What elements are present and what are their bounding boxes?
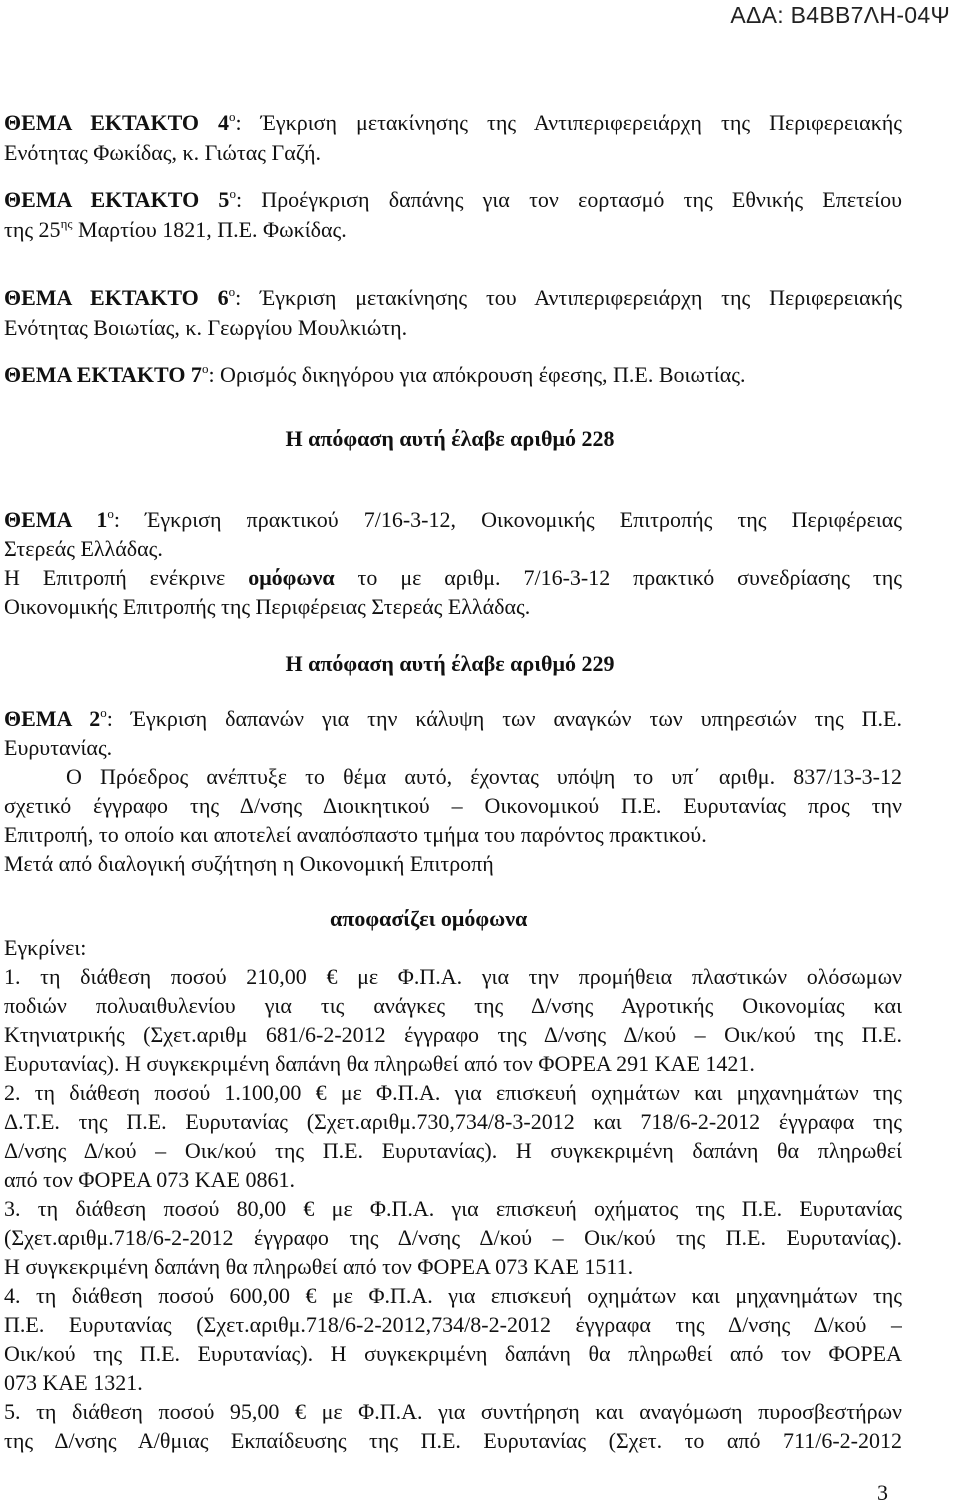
item-e7-label: ΘΕΜΑ ΕΚΤΑΚΤΟ 7 xyxy=(4,362,202,387)
theme1-line4: Οικονομικής Επιτροπής της Περιφέρειας Στερεάς Ελλάδας. xyxy=(4,594,531,619)
list-line: Η συγκεκριμένη δαπάνη θα πληρωθεί από τον ΦΟΡΕΑ 073 ΚΑΕ 1511. xyxy=(4,1254,634,1279)
list-line: Δ.Τ.Ε. της Π.Ε. Ευρυτανίας (Σχετ.αριθμ.730,734/8-3-2012 και 718/6-2-2012 έγγραφα της xyxy=(4,1109,902,1134)
item-e4-line1 xyxy=(4,108,902,138)
list-line: Ευρυτανίας). Η συγκεκριμένη δαπάνη θα πληρωθεί από τον ΦΟΡΕΑ 291 ΚΑΕ 1421. xyxy=(4,1051,755,1076)
list-line: 2. τη διάθεση ποσού 1.100,00 € με Φ.Π.Α. για επισκευή οχημάτων και μηχανημάτων της xyxy=(4,1080,902,1105)
item-e5-sup2: ης xyxy=(60,216,73,231)
theme1-unanimous: ομόφωνα xyxy=(248,565,335,590)
theme2-label: ΘΕΜΑ 2 xyxy=(4,706,101,731)
list-line: 073 ΚΑΕ 1321. xyxy=(4,1370,143,1395)
item-e7-text1: : Ορισμός δικηγόρου για απόκρουση έφεσης, Π.Ε. Βοιωτίας. xyxy=(208,362,746,387)
item-e6-line1 xyxy=(4,283,902,313)
list-line: 3. τη διάθεση ποσού 80,00 € με Φ.Π.Α. για επισκευή οχήματος της Π.Ε. Ευρυτανίας xyxy=(4,1196,902,1221)
item-e5-label: ΘΕΜΑ ΕΚΤΑΚΤΟ 5 xyxy=(4,187,230,212)
list-line: Οικ/κού της Π.Ε. Ευρυτανίας). Η συγκεκριμένη δαπάνη θα πληρωθεί από τον ΦΟΡΕΑ xyxy=(4,1341,902,1366)
list-line: Δ/νσης Δ/κού – Οικ/κού της Π.Ε. Ευρυτανίας). Η συγκεκριμένη δαπάνη θα πληρωθεί xyxy=(4,1138,902,1163)
list-line: της Δ/νσης Α/θμιας Εκπαίδευσης της Π.Ε. Ευρυτανίας (Σχετ. το από 711/6-2-2012 xyxy=(4,1428,902,1453)
theme1-label: ΘΕΜΑ 1 xyxy=(4,507,108,532)
list-line: (Σχετ.αριθμ.718/6-2-2012 έγγραφο της Δ/νσης Δ/κού – Οικ/κού της Π.Ε. Ευρυτανίας). xyxy=(4,1225,902,1250)
list-line: ποδιών πολυαιθυλενίου για τις ανάγκες της Δ/νσης Αγροτικής Οικονομίας και xyxy=(4,993,902,1018)
theme1-line3 xyxy=(4,563,902,593)
approves-label: Εγκρίνει: xyxy=(4,935,87,960)
decision-229-heading: Η απόφαση αυτή έλαβε αριθμό 229 xyxy=(285,651,615,676)
list-line: Κτηνιατρικής (Σχετ.αριθμ 681/6-2-2012 έγγραφο της Δ/νσης Δ/κού – Οικ/κού της Π.Ε. xyxy=(4,1022,902,1047)
decides-unanimously: αποφασίζει ομόφωνα xyxy=(330,906,528,931)
theme2-line6: Μετά από διαλογική συζήτηση η Οικονομική Επιτροπή xyxy=(4,851,494,876)
item-e6-text1: : Έγκριση μετακίνησης του Αντιπεριφερειάρχη της Περιφερειακής xyxy=(235,285,902,310)
item-e5-line1 xyxy=(4,185,902,215)
item-e5-text1: : Προέγκριση δαπάνης για τον εορτασμό της Εθνικής Επετείου xyxy=(235,187,902,212)
theme2-sup: ο xyxy=(100,705,107,720)
item-e7-line1 xyxy=(4,360,902,390)
ada-code: ΑΔΑ: Β4ΒΒ7ΛΗ-04Ψ xyxy=(730,2,950,28)
item-e5-line2 xyxy=(4,215,902,245)
theme1-text3c: το με αριθμ. 7/16-3-12 πρακτικό συνεδρίασης της xyxy=(334,565,902,590)
decision-228-heading: Η απόφαση αυτή έλαβε αριθμό 228 xyxy=(285,426,615,451)
item-e6-line2: Ενότητας Βοιωτίας, κ. Γεωργίου Μουλκιώτη. xyxy=(4,315,408,340)
list-line: από τον ΦΟΡΕΑ 073 ΚΑΕ 0861. xyxy=(4,1167,295,1192)
theme2-text1: : Έγκριση δαπανών για την κάλυψη των αναγκών των υπηρεσιών της Π.Ε. xyxy=(106,706,902,731)
item-e4-label: ΘΕΜΑ ΕΚΤΑΚΤΟ 4 xyxy=(4,110,230,135)
theme2-line5: Επιτροπή, το οποίο και αποτελεί αναπόσπαστο τμήμα του παρόντος πρακτικού. xyxy=(4,822,707,847)
item-e5-text2a: της 25 xyxy=(4,217,61,242)
theme1-line1 xyxy=(4,505,902,535)
item-e4-line2: Ενότητας Φωκίδας, κ. Γιώτας Γαζή. xyxy=(4,140,321,165)
item-e7-sup: ο xyxy=(201,361,209,376)
theme1-text1: : Έγκριση πρακτικού 7/16-3-12, Οικονομικής Επιτροπής της Περιφέρειας xyxy=(113,507,902,532)
item-e5-text2b: Μαρτίου 1821, Π.Ε. Φωκίδας. xyxy=(72,217,347,242)
item-e5-sup: ο xyxy=(229,186,236,201)
item-e6-label: ΘΕΜΑ ΕΚΤΑΚΤΟ 6 xyxy=(4,285,229,310)
theme1-text3a: Η Επιτροπή ενέκρινε xyxy=(4,565,249,590)
list-line: Π.Ε. Ευρυτανίας (Σχετ.αριθμ.718/6-2-2012,734/8-2-2012 έγγραφα της Δ/νσης Δ/κού – xyxy=(4,1312,902,1337)
theme2-line2: Ευρυτανίας. xyxy=(4,735,113,760)
item-e4-sup: ο xyxy=(229,109,236,124)
theme2-line4: σχετικό έγγραφο της Δ/νσης Διοικητικού – Οικονομικού Π.Ε. Ευρυτανίας προς την xyxy=(4,793,902,818)
theme1-line2: Στερεάς Ελλάδας. xyxy=(4,536,163,561)
item-e6-sup: ο xyxy=(228,284,236,299)
page-number: 3 xyxy=(877,1480,888,1505)
theme1-sup: ο xyxy=(107,506,114,521)
list-line: 5. τη διάθεση ποσού 95,00 € με Φ.Π.Α. για συντήρηση και αναγόμωση πυροσβεστήρων xyxy=(4,1399,902,1424)
list-line: 1. τη διάθεση ποσού 210,00 € με Φ.Π.Α. για την προμήθεια πλαστικών ολόσωμων xyxy=(4,964,902,989)
theme2-line1 xyxy=(4,704,902,734)
list-line: 4. τη διάθεση ποσού 600,00 € με Φ.Π.Α. για επισκευή οχημάτων και μηχανημάτων της xyxy=(4,1283,902,1308)
item-e4-text1: : Έγκριση μετακίνησης της Αντιπεριφερειάρχη της Περιφερειακής xyxy=(235,110,902,135)
theme2-line3: Ο Πρόεδρος ανέπτυξε το θέμα αυτό, έχοντας υπόψη το υπ΄ αριθμ. 837/13-3-12 xyxy=(66,764,902,789)
